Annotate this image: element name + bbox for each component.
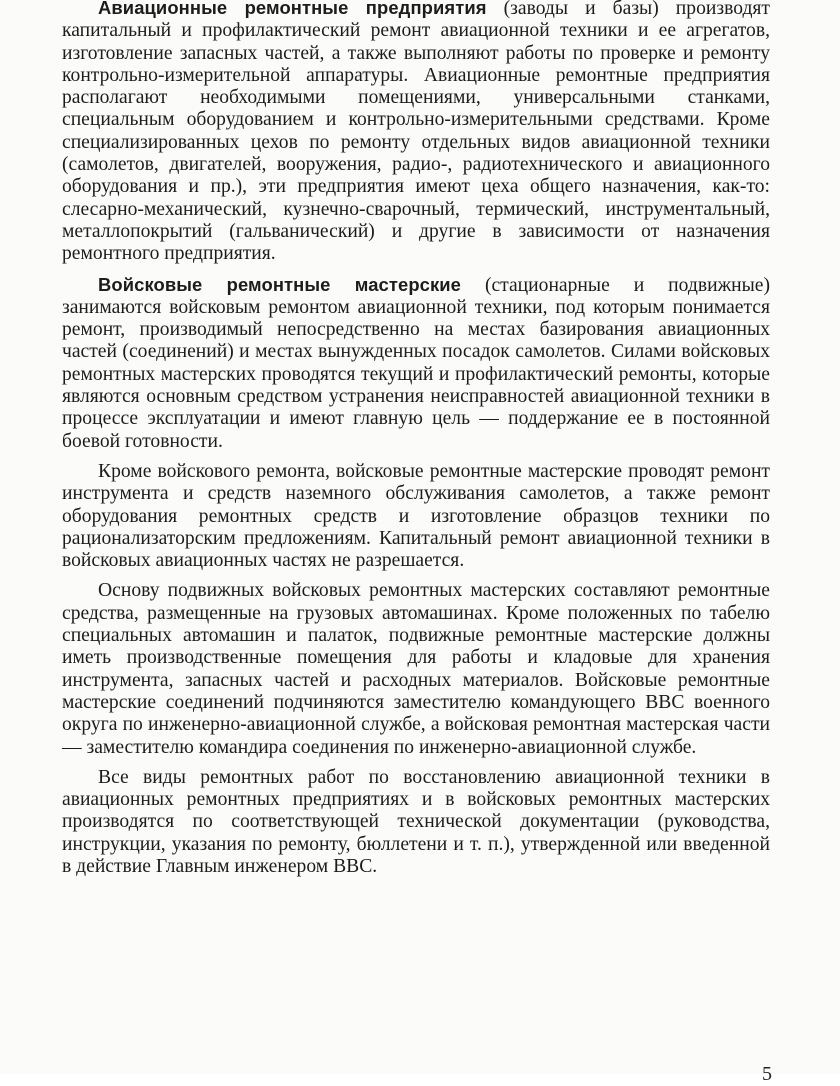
page-number: 5 — [762, 1063, 772, 1085]
term-repair-enterprises: Авиационные ремонтные предприятия — [98, 0, 487, 18]
paragraph-text: Основу подвижных войсковых ремонтных мастерских составляют ремонтные средства, размещенные на грузовых автомашинах. Кроме положенных по табелю специальных автомашин и палаток, подвижные ремонтные мастерские должны иметь производственные помещения для работы и кладовые для хранения инструмента, запасных частей и расходных материалов. Войсковые ремонтные мастерские соединений подчиняются заместителю командующего ВВС военного округа по инженерно-авиационной службе, а войсковая ремонтная мастерская части — заместителю командира соединения по инженерно-авиационной службе. — [62, 580, 770, 758]
paragraph-mobile-workshops — [62, 580, 770, 758]
paragraph-text: Кроме войскового ремонта, войсковые ремонтные мастерские проводят ремонт инструмента и средств наземного обслуживания самолетов, а также ремонт оборудования ремонтных средств и изготовление образцов техники по рационализаторским предложениям. Капитальный ремонт авиационной техники в войсковых авиационных частях не разрешается. — [62, 460, 770, 572]
paragraph-repair-enterprises — [62, 0, 770, 266]
paragraph-documentation — [62, 767, 770, 878]
body-text — [62, 0, 770, 878]
paragraph-military-workshops — [62, 274, 770, 453]
paragraph-additional-repairs — [62, 461, 770, 572]
paragraph-text: (стационарные и подвижные) занимаются войсковым ремонтом авиационной техники, под которым понимается ремонт, производимый непосредственно на местах базирования авиационных частей (соединений) и местах вынужденных посадок самолетов. Силами войсковых ремонтных мастерских проводятся текущий и профилактический ремонты, которые являются основным средством устранения неисправностей авиационной техники в процессе эксплуатации и имеют главную цель — поддержание ее в постоянной боевой готовности. — [62, 274, 770, 452]
term-military-workshops: Войсковые ремонтные мастерские — [98, 273, 462, 295]
paragraph-text: (заводы и базы) производят капитальный и профилактический ремонт авиационной техники и ее агрегатов, изготовление запасных частей, а также выполняют работы по проверке и ремонту контрольно-измерительной аппаратуры. Авиационные ремонтные предприятия располагают необходимыми помещениями, универсальными станками, специальным оборудованием и контрольно-измерительными средствами. Кроме специализированных цехов по ремонту отдельных видов авиационной техники (самолетов, двигателей, вооружения, радио-, радиотехнического и авиационного оборудования и пр.), эти предприятия имеют цеха общего назначения, как-то: слесарно-механический, кузнечно-сварочный, термический, инструментальный, металлопокрытий (гальванический) и другие в зависимости от назначения ремонтного предприятия. — [62, 0, 770, 265]
paragraph-text: Все виды ремонтных работ по восстановлению авиационной техники в авиационных ремонтных предприятиях и в войсковых ремонтных мастерских производятся по соответствующей технической документации (руководства, инструкции, указания по ремонту, бюллетени и т. п.), утвержденной или введенной в действие Главным инженером ВВС. — [62, 766, 770, 877]
